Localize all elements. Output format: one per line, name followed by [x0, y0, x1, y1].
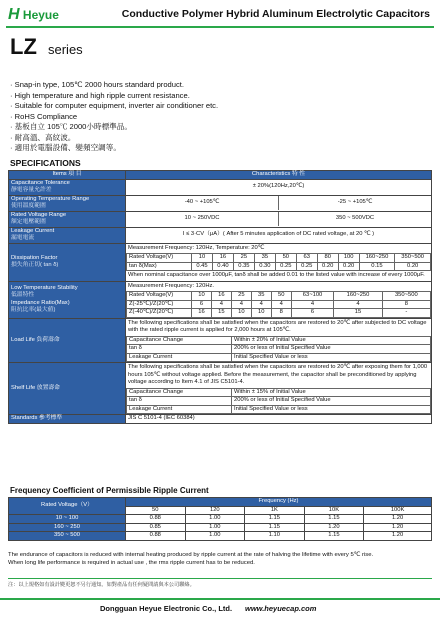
row-label: Capacitance Tolerance 靜電容量允許差	[9, 179, 126, 195]
characteristics-header: Characteristics 特 性	[126, 171, 432, 180]
freq-col: 120	[185, 506, 245, 515]
feature-item: · 適用於電腦設備、變頻空調等。	[10, 143, 218, 154]
freq-val: 1.20	[304, 523, 364, 532]
freq-val: 0.88	[126, 532, 186, 541]
specifications-title: SPECIFICATIONS	[10, 158, 81, 168]
lts-val: 15	[334, 309, 382, 318]
freq-hz-head: Frequency (Hz)	[126, 498, 432, 507]
series-word: series	[48, 42, 83, 57]
df-val: 0.45	[192, 262, 213, 271]
frequency-table	[8, 497, 432, 541]
lts-condition: Measurement Frequency: 120Hz.	[128, 282, 215, 289]
lts-val: 4	[211, 300, 231, 309]
lts-row-40	[127, 309, 431, 318]
lts-volt: 63~100	[291, 292, 334, 301]
lts-rv-head: Rated Voltage(V)	[127, 292, 192, 301]
freq-val: 1.00	[185, 523, 245, 532]
df-volt: 35	[254, 254, 275, 263]
freq-val: 1.15	[245, 523, 305, 532]
df-volt: 25	[233, 254, 254, 263]
df-val: 0.40	[212, 262, 233, 271]
freq-val: 1.00	[185, 532, 245, 541]
lts-val: 15	[211, 309, 231, 318]
freq-rv-head: Rated Voltage（V）	[9, 498, 126, 515]
document-title: Conductive Polymer Hybrid Aluminum Electrolytic Capacitors	[121, 8, 430, 20]
table-row	[9, 532, 432, 541]
freq-val: 0.85	[126, 523, 186, 532]
shelf-param: Capacitance Change	[127, 388, 232, 397]
freq-val: 1.15	[304, 532, 364, 541]
note-line: The endurance of capacitors is reduced with internal heating produced by ripple current at the rate of halving the lifetime with every 5℃ rise.	[8, 552, 374, 558]
lts-volt: 16	[211, 292, 231, 301]
df-volt: 350~500	[395, 254, 431, 263]
lts-val: 10	[251, 309, 271, 318]
row-label: Standards 參考標準	[9, 415, 126, 424]
df-val: 0.30	[254, 262, 275, 271]
op-temp-a: -40 ~ +105℃	[126, 196, 279, 210]
freq-col: 50	[126, 506, 186, 515]
row-label: Leakage Current 漏電電流	[9, 227, 126, 243]
feature-item: · 基板自立 105℃ 2000小時標準品。	[10, 122, 218, 133]
row-label: Shelf Life 放置壽命	[9, 363, 126, 415]
specifications-table	[8, 170, 432, 424]
df-tan-head: tan δ(Max)	[127, 262, 192, 271]
df-value-row	[127, 262, 431, 271]
freq-val: 1.20	[364, 515, 432, 524]
lts-r1-head: Z(-25℃)/Z(20℃)	[127, 300, 192, 309]
df-val: 0.20	[395, 262, 431, 271]
row-label: Rated Voltage Range 額定電壓範圍	[9, 211, 126, 227]
df-val: 0.35	[233, 262, 254, 271]
website-link[interactable]: www.heyuecap.com	[245, 604, 317, 613]
shelf-value: Initial Specified Value or less	[232, 405, 431, 414]
lts-volt: 50	[271, 292, 291, 301]
df-val: 0.20	[338, 262, 359, 271]
load-param: Leakage Current	[127, 353, 232, 362]
cap-tolerance-value: ± 20%(120Hz,20℃)	[126, 179, 432, 195]
freq-col: 100K	[364, 506, 432, 515]
df-volt: 50	[275, 254, 296, 263]
company-name: Dongguan Heyue Electronic Co., Ltd.	[100, 604, 233, 613]
lts-val: 4	[291, 300, 334, 309]
df-note: When nominal capacitance over 1000μF, tanδ shall be added 0.01 to the listed value with increase of every 1000μF.	[128, 272, 425, 278]
dissipation-cell	[126, 243, 432, 281]
brand-logo: H Heyue	[8, 6, 59, 23]
lts-val: 6	[192, 300, 212, 309]
freq-col: 1K	[245, 506, 305, 515]
lts-val: 8	[382, 300, 430, 309]
df-volt: 160~250	[359, 254, 395, 263]
freq-val: 1.00	[185, 515, 245, 524]
disclaimer: 注：以上規格如有設計變更恕不另行通知。如對產品有任何疑問請與本公司聯絡。	[8, 578, 432, 588]
load-life-text: The following specifications shall be satisfied when the capacitors are restored to 20℃ after subjected to DC voltage with the rated ripple current is applied for 2,000 hours at 105℃.	[128, 319, 427, 333]
op-temp-b: -25 ~ +105℃	[337, 199, 373, 206]
df-rv-head: Rated Voltage(V)	[127, 254, 192, 263]
lts-val: 4	[251, 300, 271, 309]
df-voltage-row	[127, 254, 431, 263]
lts-volt: 350~500	[382, 292, 430, 301]
page-footer	[0, 598, 440, 622]
shelf-life-cell	[126, 363, 432, 415]
freq-row-label: 160 ~ 250	[9, 523, 126, 532]
freq-col: 10K	[304, 506, 364, 515]
df-val: 0.25	[296, 262, 317, 271]
lts-val: 4	[334, 300, 382, 309]
freq-val: 0.88	[126, 515, 186, 524]
df-volt: 100	[338, 254, 359, 263]
standards-value: JIS C 5101-4 (IEC 60384)	[126, 415, 432, 424]
lts-val: 8	[271, 309, 291, 318]
shelf-param: Leakage Current	[127, 405, 232, 414]
lts-row-25	[127, 300, 431, 309]
brand-name: Heyue	[22, 8, 59, 22]
lts-val: 10	[231, 309, 251, 318]
df-condition: Measurement Frequency: 120Hz, Temperature: 20℃	[128, 244, 265, 251]
lts-volt: 10	[192, 292, 212, 301]
df-volt: 10	[192, 254, 213, 263]
freq-val: 1.15	[245, 515, 305, 524]
df-volt: 63	[296, 254, 317, 263]
shelf-value: Within ± 15% of Initial Value	[232, 388, 431, 397]
feature-item: · Suitable for computer equipment, inverter air conditioner etc.	[10, 101, 218, 112]
feature-list	[10, 80, 218, 154]
leakage-value: I ≤ 3·CV（μA）( After 5 minutes application of DC rated voltage, at 20 ℃ )	[126, 227, 432, 243]
row-label: Low Temperature Stability 低溫特性 Impedance Ratio(Max) 阻抗比率(最大値)	[9, 281, 126, 318]
freq-val: 1.20	[364, 523, 432, 532]
lts-voltage-row	[127, 292, 431, 301]
df-val: 0.15	[359, 262, 395, 271]
note-line: When long life performance is required in actual use , the rms ripple current has to be reduced.	[8, 560, 255, 566]
freq-val: 1.20	[364, 532, 432, 541]
lts-r2-head: Z(-40℃)/Z(20℃)	[127, 309, 192, 318]
op-temp-cell	[126, 195, 432, 211]
items-header: Items 項 目	[9, 171, 126, 180]
df-val: 0.25	[275, 262, 296, 271]
table-row	[9, 523, 432, 532]
row-label: Dissipation Factor 損失角正切( tan δ)	[9, 243, 126, 281]
freq-row-label: 350 ~ 500	[9, 532, 126, 541]
freq-val: 1.15	[304, 515, 364, 524]
load-life-cell	[126, 318, 432, 363]
feature-item: · 耐高溫、高紋波。	[10, 133, 218, 144]
lts-val: 6	[291, 309, 334, 318]
row-label: Load Life 負荷壽命	[9, 318, 126, 363]
lts-val: 4	[271, 300, 291, 309]
shelf-value: 200% or less of Initial Specified Value	[232, 397, 431, 406]
feature-item: · RoHS Compliance	[10, 112, 218, 123]
df-val: 0.20	[317, 262, 338, 271]
load-value: Within ± 20% of Initial Value	[232, 336, 431, 345]
freq-row-label: 10 ~ 100	[9, 515, 126, 524]
series-code: LZ	[10, 34, 37, 59]
load-value: Initial Specified Value or less	[232, 353, 431, 362]
load-param: Capacitance Change	[127, 336, 232, 345]
lts-volt: 35	[251, 292, 271, 301]
header-divider	[6, 26, 434, 28]
row-label: Operating Temperature Range 使用溫度範圍	[9, 195, 126, 211]
lts-volt: 160~250	[334, 292, 382, 301]
shelf-life-text: The following specifications shall be satisfied when the capacitors are restored to 20℃ after exposing them for 1,000 hours 105℃ without voltage applied. Before the measurement, the capacitor shall be preconditioned by applying voltage according to Item 4.1 of JIS C5101-4.	[128, 364, 428, 385]
freq-val: 1.10	[245, 532, 305, 541]
page-header	[0, 0, 440, 36]
lts-volt: 25	[231, 292, 251, 301]
feature-item: · High temperature and high ripple current resistance.	[10, 91, 218, 102]
freq-title: Frequency Coefficient of Permissible Ripple Current	[10, 486, 209, 495]
ripple-notes	[8, 551, 432, 567]
feature-item: · Snap-in type, 105℃ 2000 hours standard product.	[10, 80, 218, 91]
lts-cell	[126, 281, 432, 318]
load-value: 200% or less of Initial Specified Value	[232, 345, 431, 354]
lts-val: 16	[192, 309, 212, 318]
rated-voltage-b: 350 ~ 500VDC	[335, 215, 375, 222]
df-volt: 80	[317, 254, 338, 263]
rated-voltage-cell	[126, 211, 432, 227]
load-param: tan δ	[127, 345, 232, 354]
lts-val: -	[382, 309, 430, 318]
shelf-param: tan δ	[127, 397, 232, 406]
df-volt: 16	[212, 254, 233, 263]
rated-voltage-a: 10 ~ 250VDC	[126, 212, 279, 226]
lts-val: 4	[231, 300, 251, 309]
table-row	[9, 515, 432, 524]
